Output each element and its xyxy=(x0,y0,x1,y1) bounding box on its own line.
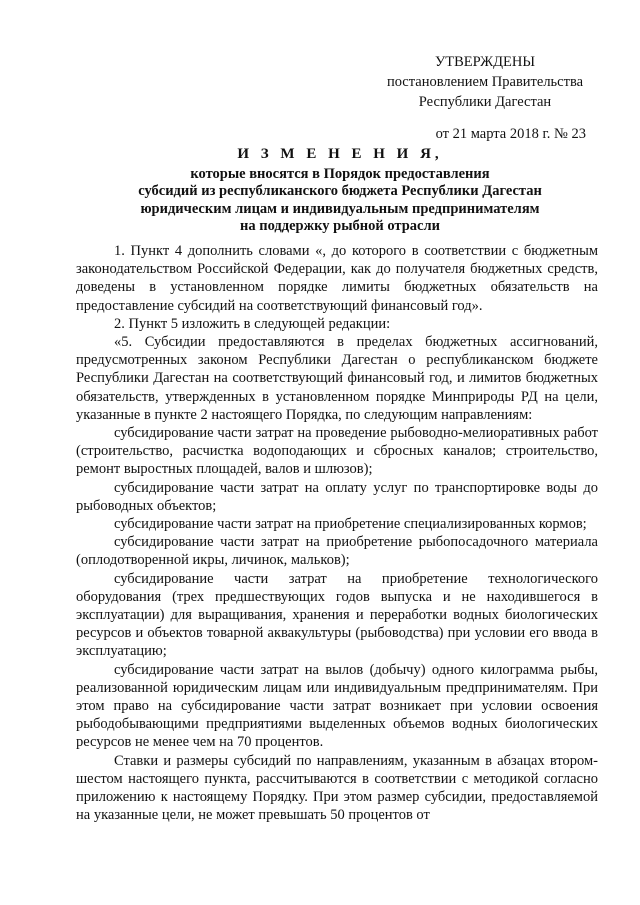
heading-line-3: юридическим лицам и индивидуальным предпринимателям xyxy=(140,200,540,217)
paragraph-3: «5. Субсидии предоставляются в пределах бюджетных ассигнований, предусмотренных законом Республики Дагестан о республиканском бюджете Республики Дагестан на соответствующий финансовый год, и лимитов бюджетных обязательств, утвержденных в установленном порядке Минприроды РД на цели, указанные в пункте 2 настоящего Порядка, по следующим направлениям: xyxy=(76,334,598,423)
paragraph-7: субсидирование части затрат на приобретение рыбопосадочного материала (оплодотворенной икры, личинок, мальков); xyxy=(76,534,598,569)
heading-line-2: субсидий из республиканского бюджета Республики Дагестан xyxy=(138,183,542,199)
approval-date: от 21 марта 2018 г. № 23 xyxy=(435,126,586,142)
paragraph-1: 1. Пункт 4 дополнить словами «, до которого в соответствии с бюджетным законодательством Российской Федерации, как до получателя бюджетных средств, доведены в установленном порядке лимиты бюджетных обязательств на предоставление субсидий на соответствующий финансовый год». xyxy=(76,243,598,314)
paragraph-5: субсидирование части затрат на оплату услуг по транспортировке воды до рыбоводных объектов; xyxy=(76,479,598,514)
paragraph-9: субсидирование части затрат на вылов (добычу) одного килограмма рыбы, реализованной юридическим лицам или индивидуальным предпринимателям. При этом право на субсидирование части затрат возникает при условии освоения рыбодобывающими предприятиями выделенных объемов водных биологических ресурсов не менее чем на 70 процентов. xyxy=(76,661,598,751)
paragraph-4: субсидирование части затрат на проведение рыбоводно-мелиоративных работ (строительство, расчистка водоподающих и сбросных каналов; строительство, ремонт выростных площадей, валов и шлюзов); xyxy=(76,425,598,478)
document-body xyxy=(76,242,598,825)
heading-title: И З М Е Н Е Н И Я, xyxy=(237,146,443,162)
paragraph-6: субсидирование части затрат на приобретение специализированных кормов; xyxy=(114,516,587,533)
heading-line-1: которые вносятся в Порядок предоставления xyxy=(190,165,490,182)
approval-authority: постановлением Правительства xyxy=(386,74,584,90)
paragraph-2: 2. Пункт 5 изложить в следующей редакции: xyxy=(114,315,391,332)
approval-region: Республики Дагестан xyxy=(418,94,552,110)
paragraph-10: Ставки и размеры субсидий по направлениям, указанным в абзацах втором-шестом настоящего пункта, рассчитываются в соответствии с методикой согласно приложению к настоящему Порядку. При этом размер субсидии, предоставляемой на указанные цели, не может превышать 50 процентов от xyxy=(76,752,598,824)
paragraph-8: субсидирование части затрат на приобретение технологического оборудования (трех предшествующих годов выпуска и не находившегося в эксплуатации) для выращивания, хранения и переработки водных биологических ресурсов и объектов товарной аквакультуры (рыбоводства) при условии его ввода в эксплуатацию; xyxy=(76,570,598,660)
approval-stamp xyxy=(350,52,620,144)
heading-line-4: на поддержку рыбной отрасли xyxy=(240,218,440,234)
approval-title: УТВЕРЖДЕНЫ xyxy=(434,54,536,70)
document-heading xyxy=(60,146,620,236)
